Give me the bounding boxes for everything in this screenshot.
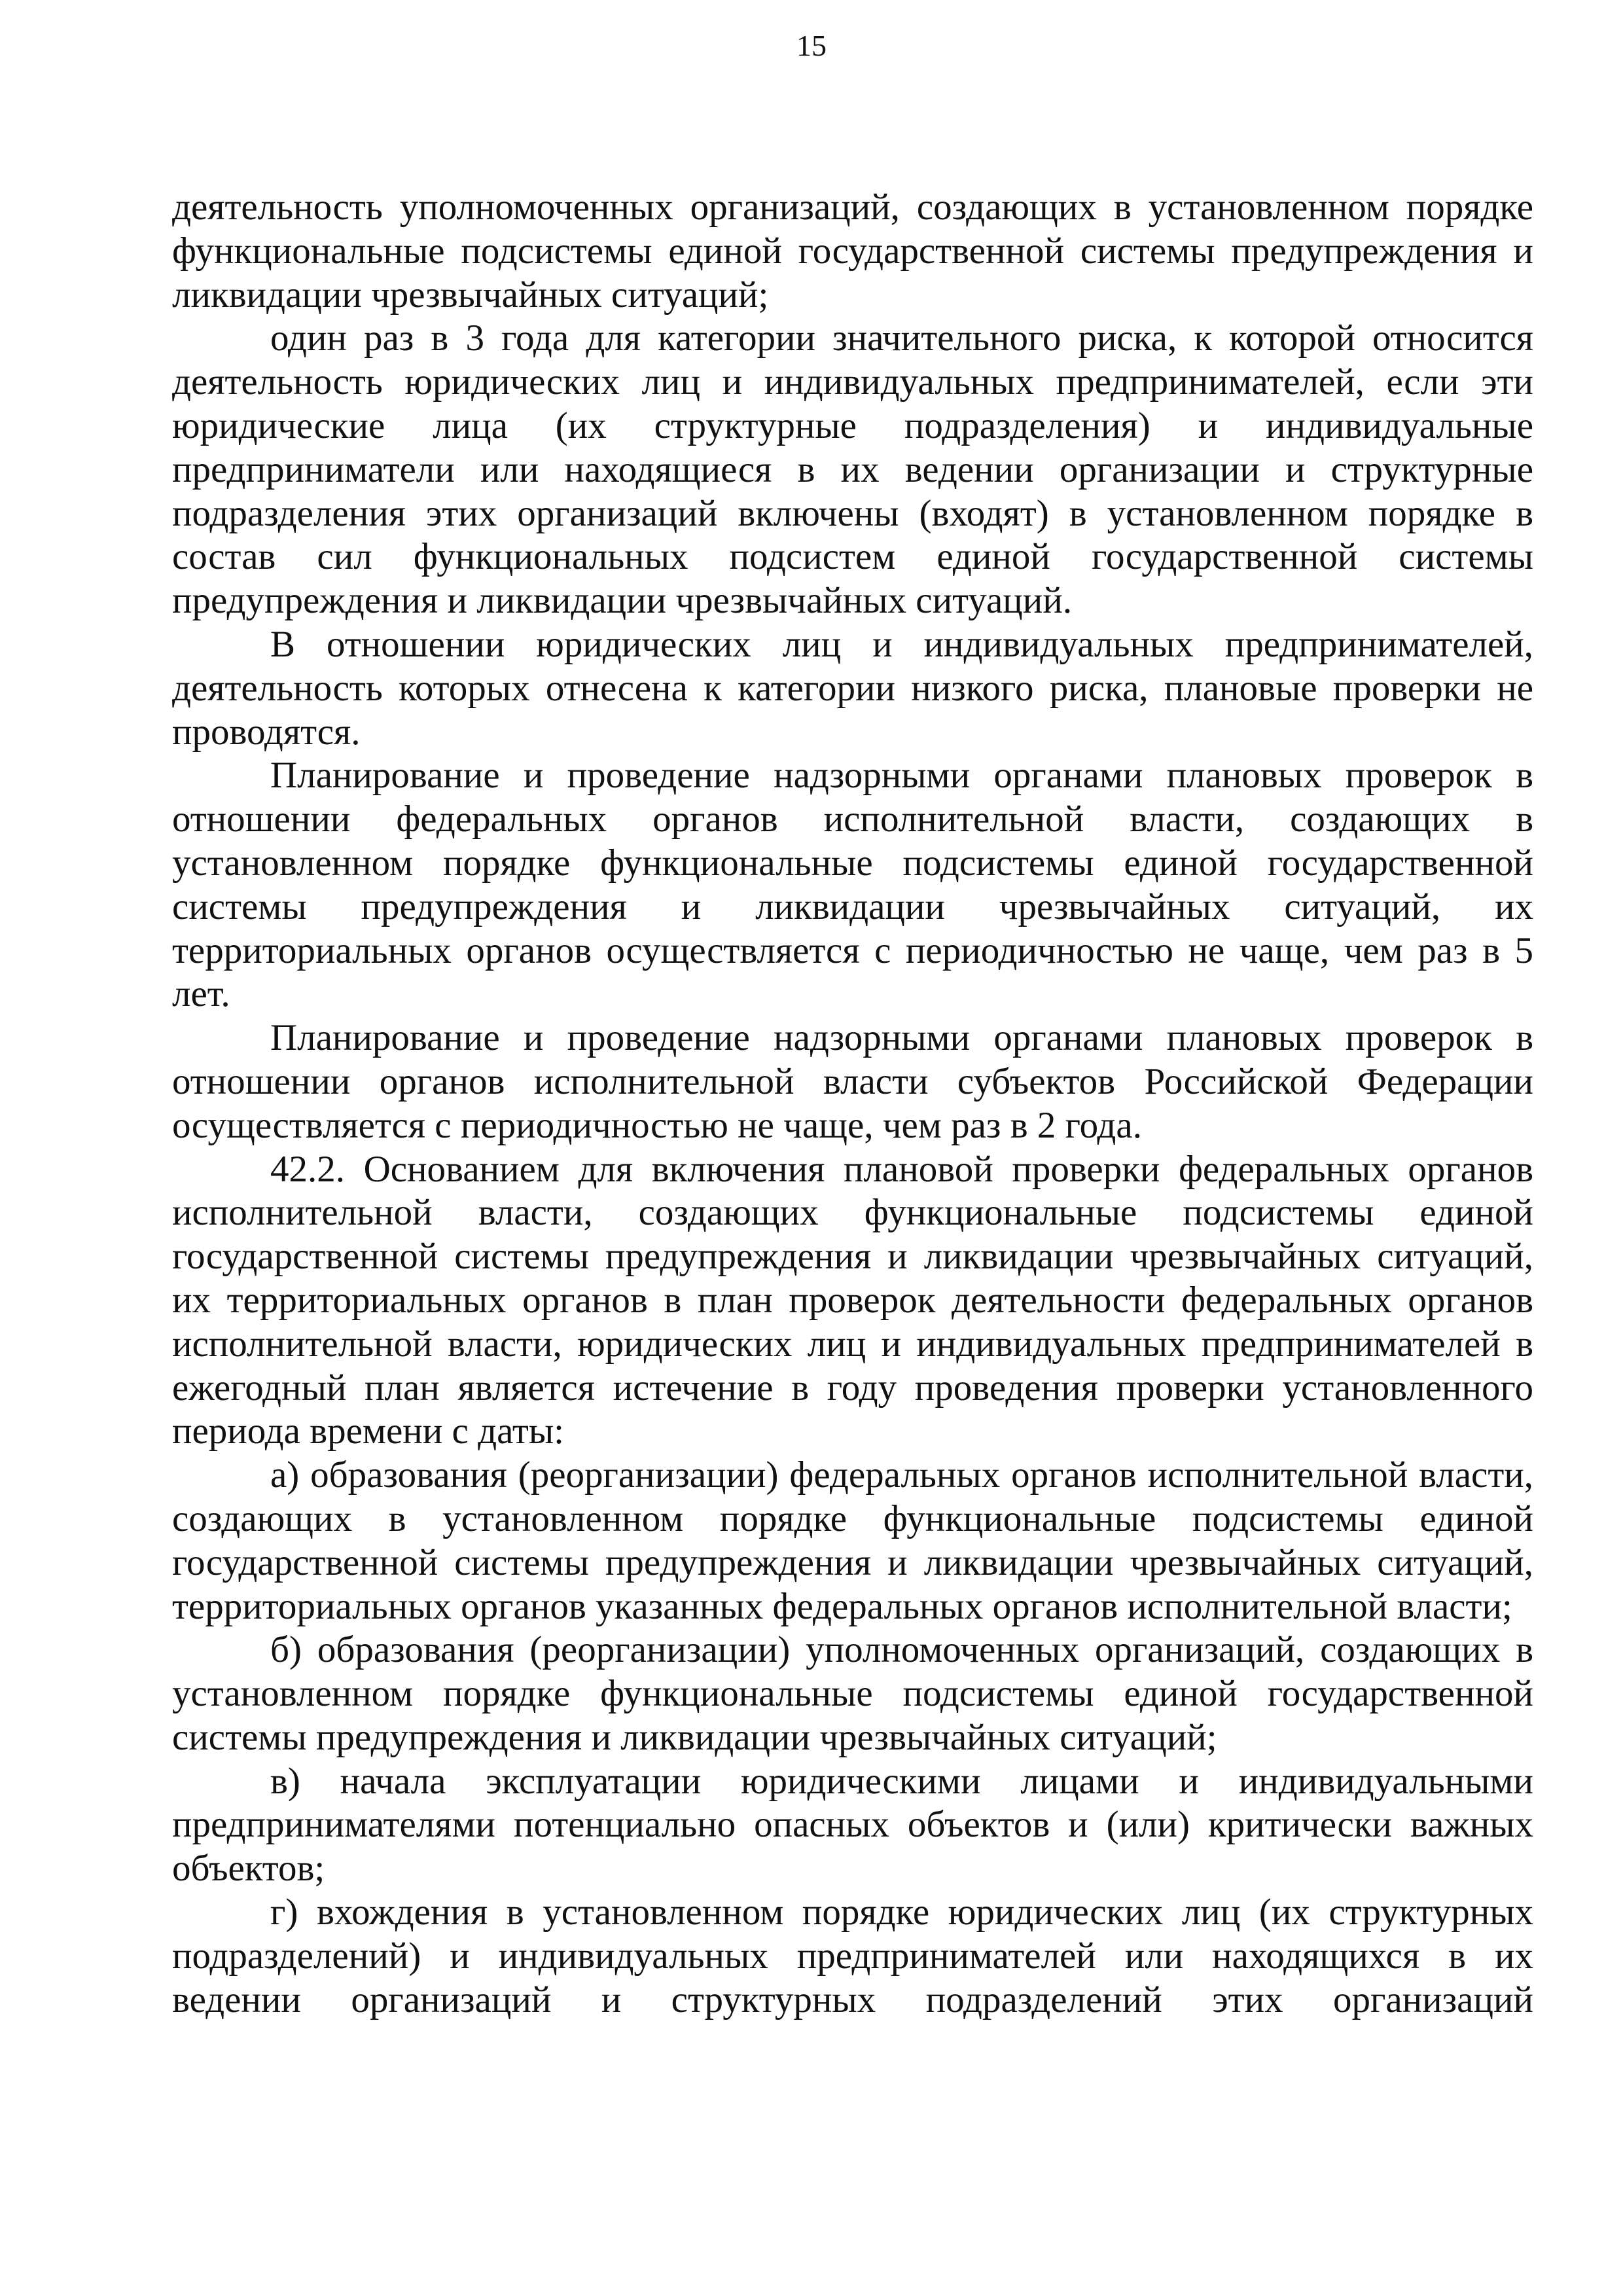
page-number: 15 bbox=[796, 29, 827, 62]
paragraph-regional-planning: Планирование и проведение надзорными органами плановых проверок в отношении органов исполнительной власти субъектов Российской Федерации осуществляется с периодичностью не чаще, чем раз в 2 года. bbox=[172, 1017, 1533, 1146]
paragraph-42-2: 42.2. Основанием для включения плановой проверки федеральных органов исполнительной власти, создающих функциональные подсистемы единой государственной системы предупреждения и ликвидации чрезвычайных ситуаций, их территориальных органов в план проверок деятельности федеральных органов исполнительной власти, юридических лиц и индивидуальных предпринимателей в ежегодный план является истечение в году проведения проверки установленного периода времени с даты: bbox=[172, 1148, 1533, 1452]
list-item-g: г) вхождения в установленном порядке юридических лиц (их структурных подразделений) и индивидуальных предпринимателей или находящихся в их ведении организаций и структурных подразделений этих организаций bbox=[172, 1892, 1533, 2020]
paragraph-continuation: деятельность уполномоченных организаций, создающих в установленном порядке функциональные подсистемы единой государственной системы предупреждения и ликвидации чрезвычайных ситуаций; bbox=[172, 187, 1533, 315]
paragraph-low-risk: В отношении юридических лиц и индивидуальных предпринимателей, деятельность которых отнесена к категории низкого риска, плановые проверки не проводятся. bbox=[172, 623, 1533, 753]
list-item-b: б) образования (реорганизации) уполномоченных организаций, создающих в установленном порядке функциональные подсистемы единой государственной системы предупреждения и ликвидации чрезвычайных ситуаций; bbox=[172, 1629, 1533, 1758]
document-body bbox=[172, 186, 1533, 2022]
paragraph-significant-risk: один раз в 3 года для категории значительного риска, к которой относится деятельность юридических лиц и индивидуальных предпринимателей, если эти юридические лица (их структурные подразделения) и индивидуальные предприниматели или находящиеся в их ведении организации и структурные подразделения этих организаций включены (входят) в установленном порядке в состав сил функциональных подсистем единой государственной системы предупреждения и ликвидации чрезвычайных ситуаций. bbox=[172, 317, 1533, 622]
list-item-v: в) начала эксплуатации юридическими лицами и индивидуальными предпринимателями потенциально опасных объектов и (или) критически важных объектов; bbox=[172, 1760, 1533, 1890]
paragraph-federal-planning: Планирование и проведение надзорными органами плановых проверок в отношении федеральных органов исполнительной власти, создающих в установленном порядке функциональные подсистемы единой государственной системы предупреждения и ликвидации чрезвычайных ситуаций, их территориальных органов осуществляется с периодичностью не чаще, чем раз в 5 лет. bbox=[172, 755, 1533, 1015]
list-item-a: а) образования (реорганизации) федеральных органов исполнительной власти, создающих в установленном порядке функциональные подсистемы единой государственной системы предупреждения и ликвидации чрезвычайных ситуаций, территориальных органов указанных федеральных органов исполнительной власти; bbox=[172, 1454, 1533, 1627]
